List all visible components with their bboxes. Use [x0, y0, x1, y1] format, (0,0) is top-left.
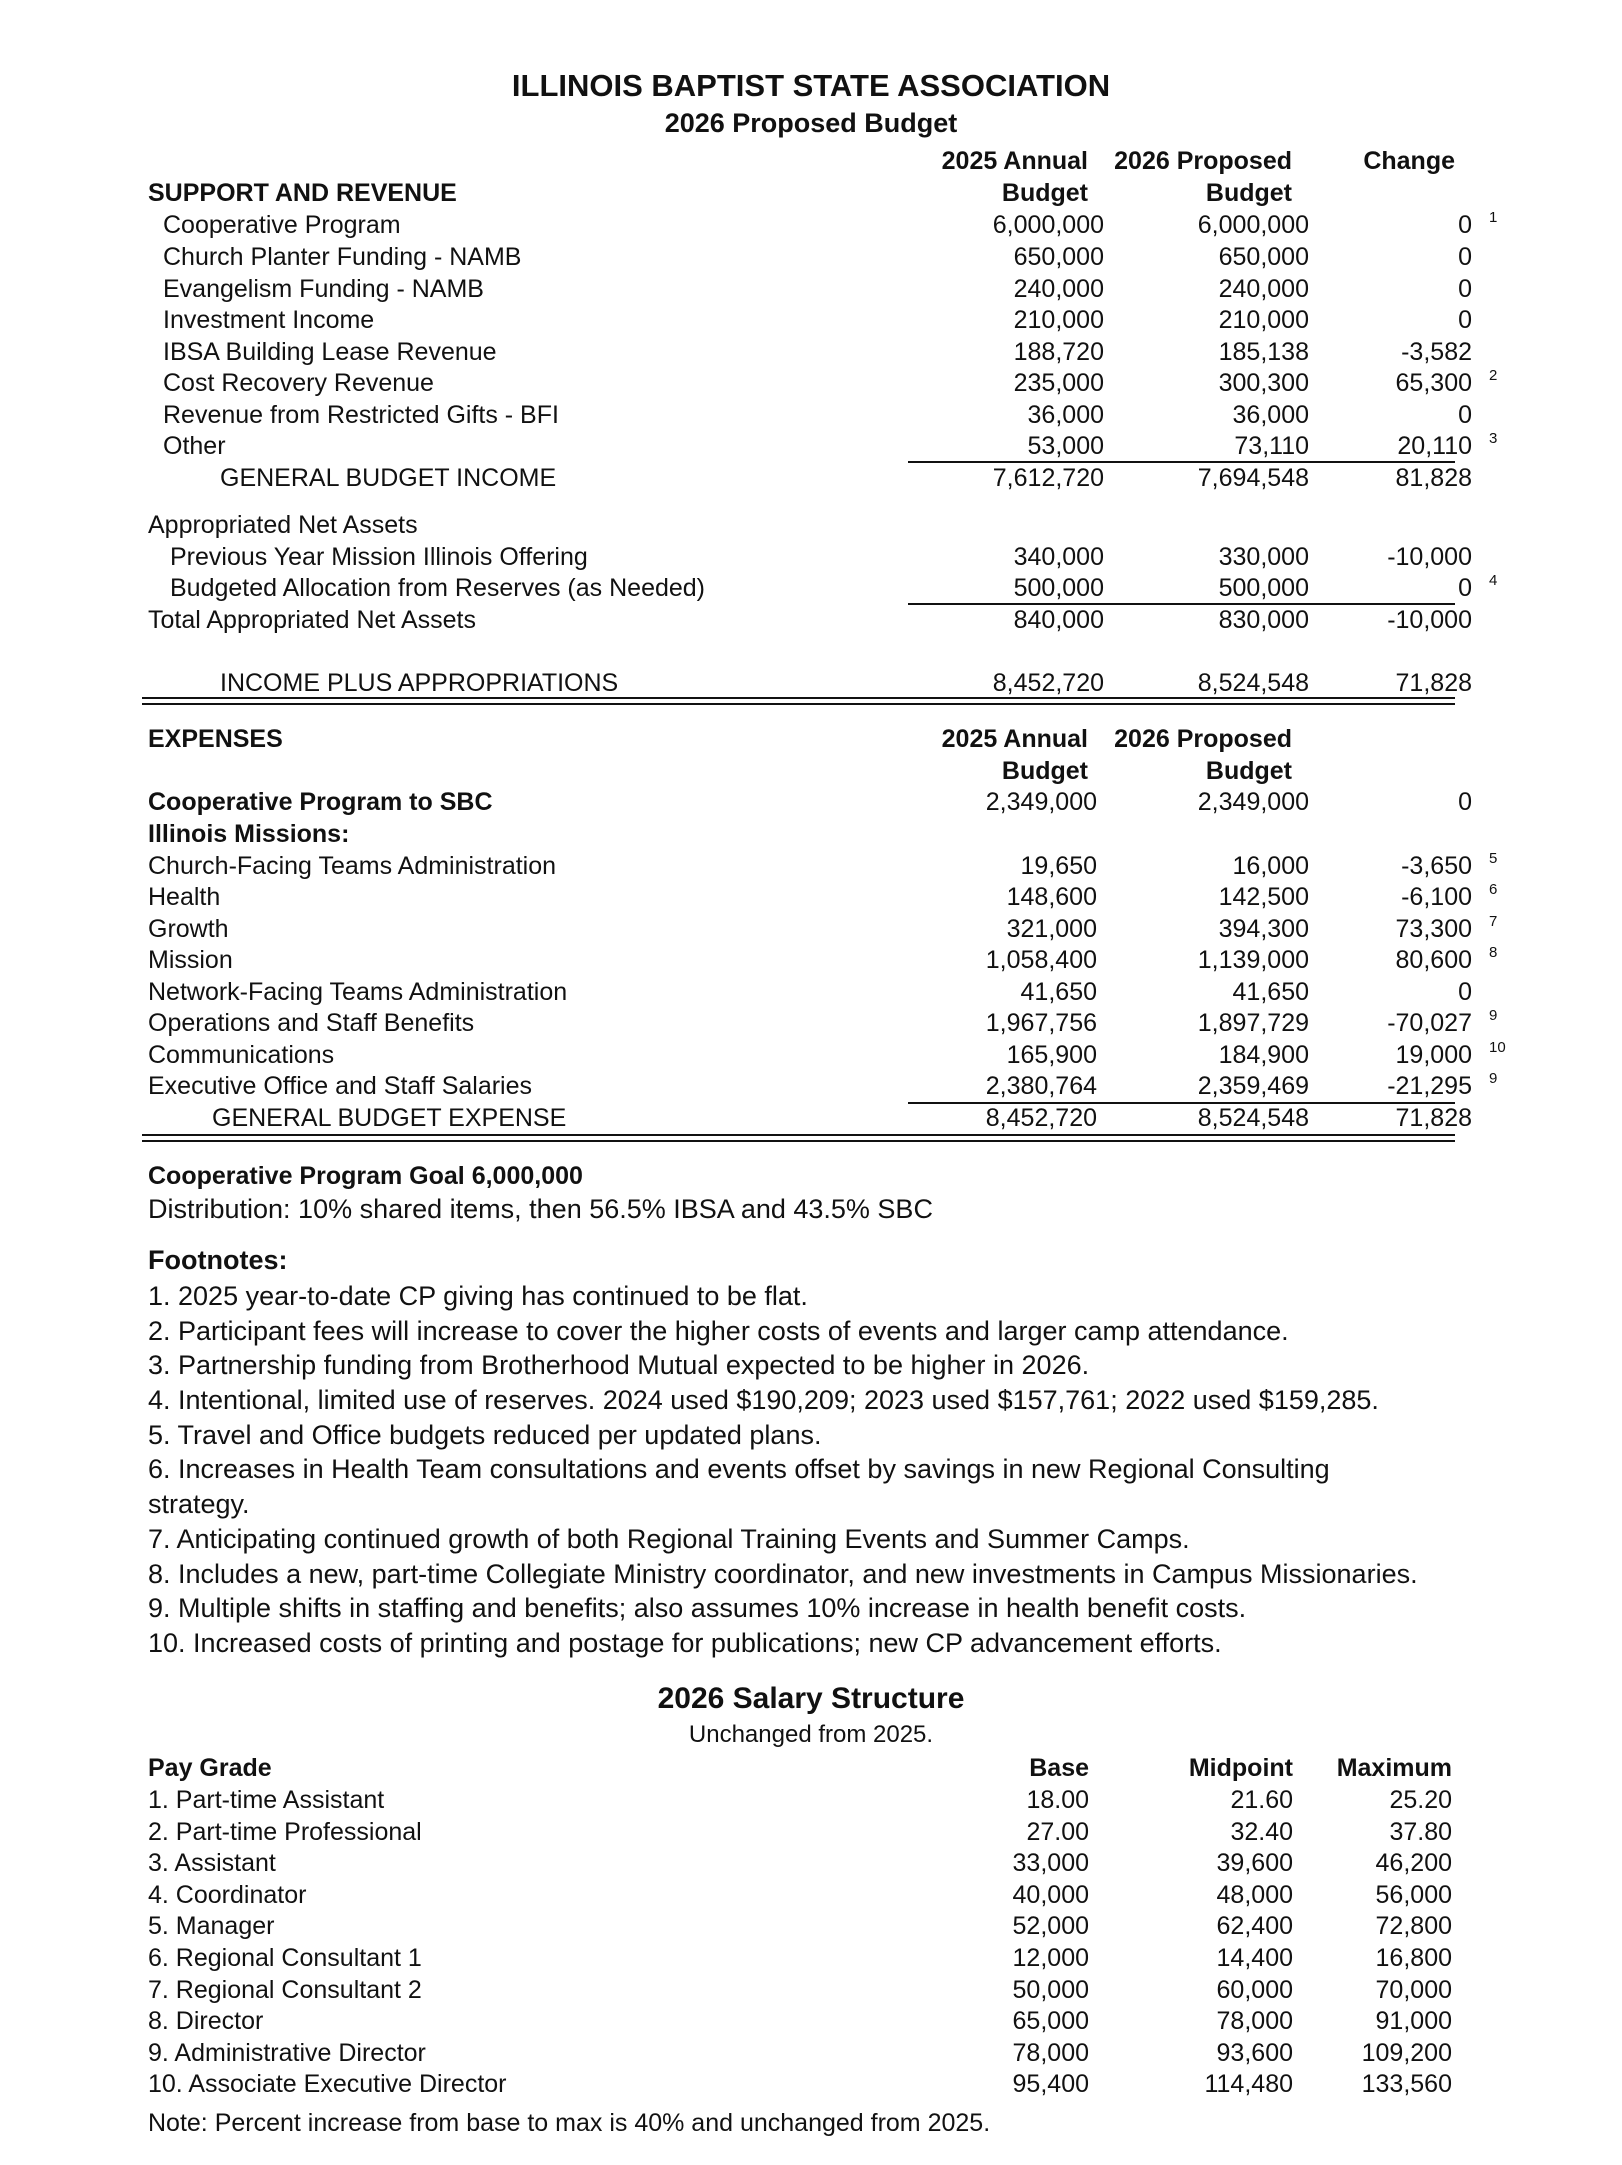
table-row: 3. Assistant 33,000 39,600 46,200: [148, 1849, 1452, 1877]
table-row: 8. Director 65,000 78,000 91,000: [148, 2007, 1452, 2035]
table-row: 9. Administrative Director 78,000 93,600 109,200: [148, 2039, 1452, 2067]
salary-note: Note: Percent increase from base to max is 40% and unchanged from 2025.: [148, 2109, 991, 2137]
table-row: Operations and Staff Benefits 1,967,756 1,897,729 -70,027 9: [148, 1007, 1498, 1037]
table-row: 7. Regional Consultant 2 50,000 60,000 70,000: [148, 1976, 1452, 2004]
cp-sbc-row: Cooperative Program to SBC 2,349,000 2,349,000 0: [148, 788, 1472, 816]
document-title: ILLINOIS BAPTIST STATE ASSOCIATION: [511, 68, 1111, 103]
table-row: Church Planter Funding - NAMB 650,000 650,000 0: [163, 243, 1472, 271]
general-budget-expense-row: GENERAL BUDGET EXPENSE 8,452,720 8,524,548 71,828: [212, 1104, 1472, 1132]
footnote-item: 9. Multiple shifts in staffing and benefits; also assumes 10% increase in health benefit costs.: [148, 1593, 1247, 1623]
footnote-item: 5. Travel and Office budgets reduced per updated plans.: [148, 1420, 822, 1450]
footnote-item: 3. Partnership funding from Brotherhood Mutual expected to be higher in 2026.: [148, 1350, 1090, 1380]
table-row: Cost Recovery Revenue 235,000 300,300 65,300 2: [163, 367, 1498, 397]
table-row: Executive Office and Staff Salaries 2,380,764 2,359,469 -21,295 9: [148, 1070, 1498, 1100]
footnote-item: 7. Anticipating continued growth of both Regional Training Events and Summer Camps.: [148, 1524, 1190, 1554]
income-plus-row: INCOME PLUS APPROPRIATIONS 8,452,720 8,524,548 71,828: [220, 669, 1472, 697]
table-row: Cooperative Program 6,000,000 6,000,000 0 1: [163, 209, 1498, 239]
col-header-2026: 2026 Proposed Budget: [1114, 725, 1292, 785]
table-row: 2. Part-time Professional 27.00 32.40 37.80: [148, 1818, 1452, 1846]
col-header-2026: 2026 Proposed Budget: [1114, 147, 1292, 207]
table-row: 6. Regional Consultant 1 12,000 14,400 16,800: [148, 1944, 1452, 1972]
total-appropriated-row: Total Appropriated Net Assets 840,000 830,000 -10,000: [148, 606, 1472, 634]
footnotes-heading: Footnotes:: [148, 1245, 288, 1275]
appropriated-heading: Appropriated Net Assets: [148, 511, 418, 539]
double-rule: [142, 697, 1455, 705]
revenue-heading: SUPPORT AND REVENUE: [148, 179, 457, 207]
col-header-change: Change: [1363, 147, 1455, 175]
footnote-item: 8. Includes a new, part-time Collegiate Ministry coordinator, and new investments in Campus Missionaries.: [148, 1559, 1418, 1589]
table-row: Budgeted Allocation from Reserves (as Needed) 500,000 500,000 0 4: [170, 572, 1498, 602]
table-row: Network-Facing Teams Administration 41,650 41,650 0: [148, 978, 1472, 1006]
table-row: Church-Facing Teams Administration 19,650 16,000 -3,650 5: [148, 850, 1498, 880]
col-header-2025: 2025 Annual Budget: [941, 147, 1088, 207]
footnote-item: 2. Participant fees will increase to cover the higher costs of events and larger camp attendance.: [148, 1316, 1289, 1346]
double-rule: [142, 1134, 1455, 1142]
document-subtitle: 2026 Proposed Budget: [664, 108, 958, 138]
table-row: 1. Part-time Assistant 18.00 21.60 25.20: [148, 1786, 1452, 1814]
footnote-item: 6. Increases in Health Team consultations and events offset by savings in new Regional Consulting strategy.: [148, 1454, 1330, 1519]
footnote-item: 1. 2025 year-to-date CP giving has continued to be flat.: [148, 1281, 808, 1311]
missions-heading: Illinois Missions:: [148, 820, 350, 848]
salary-header-row: Pay Grade Base Midpoint Maximum: [148, 1754, 1452, 1782]
salary-subtitle: Unchanged from 2025.: [688, 1721, 934, 1748]
table-row: Other 53,000 73,110 20,110 3: [163, 430, 1498, 460]
table-row: Communications 165,900 184,900 19,000 10: [148, 1039, 1506, 1069]
expenses-heading: EXPENSES: [148, 725, 283, 753]
cp-goal: Cooperative Program Goal 6,000,000: [148, 1162, 583, 1190]
table-row: Mission 1,058,400 1,139,000 80,600 8: [148, 944, 1498, 974]
table-row: 10. Associate Executive Director 95,400 114,480 133,560: [148, 2070, 1452, 2098]
table-row: Previous Year Mission Illinois Offering 340,000 330,000 -10,000: [170, 543, 1472, 571]
table-row: Revenue from Restricted Gifts - BFI 36,000 36,000 0: [163, 401, 1472, 429]
table-row: Investment Income 210,000 210,000 0: [163, 306, 1472, 334]
footnote-item: 10. Increased costs of printing and postage for publications; new CP advancement efforts.: [148, 1628, 1222, 1658]
table-row: 4. Coordinator 40,000 48,000 56,000: [148, 1881, 1452, 1909]
table-row: Growth 321,000 394,300 73,300 7: [148, 913, 1498, 943]
salary-title: 2026 Salary Structure: [657, 1682, 965, 1715]
col-header-2025: 2025 Annual Budget: [941, 725, 1088, 785]
table-row: Evangelism Funding - NAMB 240,000 240,000 0: [163, 275, 1472, 303]
footnote-item: 4. Intentional, limited use of reserves. 2024 used $190,209; 2023 used $157,761; 2022 used $159,285.: [148, 1385, 1379, 1415]
distribution-text: Distribution: 10% shared items, then 56.5% IBSA and 43.5% SBC: [148, 1194, 933, 1224]
table-row: Health 148,600 142,500 -6,100 6: [148, 881, 1498, 911]
general-budget-income-row: GENERAL BUDGET INCOME 7,612,720 7,694,548 81,828: [220, 464, 1472, 492]
table-row: 5. Manager 52,000 62,400 72,800: [148, 1912, 1452, 1940]
table-row: IBSA Building Lease Revenue 188,720 185,138 -3,582: [163, 338, 1472, 366]
